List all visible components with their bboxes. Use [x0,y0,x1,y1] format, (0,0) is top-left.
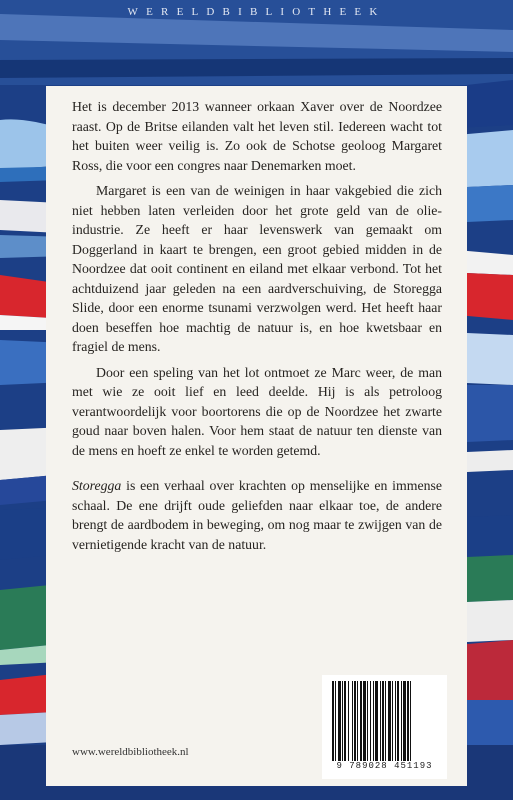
barcode [322,675,447,779]
barcode-bar [380,681,381,761]
barcode-bar [401,681,402,761]
barcode-bar [395,681,396,761]
barcode-bar [357,681,358,761]
barcode-bar [388,681,391,761]
barcode-bar [407,681,409,761]
blurb-paragraph-1: Het is december 2013 wanneer orkaan Xaver over de Noordzee raast. Op de Britse eilanden valt het leven stil. Iedereen wacht tot het buiten weer veilig is. Zo ook de Schotse geoloog Margaret Ross, die voor een congres naar Denemarken moet. [72,99,442,173]
barcode-bar [367,681,368,761]
closing-text: is een verhaal over krachten op menselijke en immense schaal. De ene drijft oude geliefden naar elkaar toe, de andere brengt de aardbodem in beweging, om nog maar te zwijgen van de vernietigende kracht van de natuur. [72,478,442,552]
barcode-bar [348,681,349,761]
isbn-number: 9 789028 451193 [336,761,433,771]
barcode-bar [363,681,366,761]
blurb-text [72,97,442,560]
barcode-bar [332,681,334,761]
barcode-bar [352,681,353,761]
publisher-banner: WERELDBIBLIOTHEEK [127,6,386,18]
barcode-bar [338,681,341,761]
barcode-bar [375,681,378,761]
barcode-bar [370,681,371,761]
barcode-bar [360,681,362,761]
barcode-bar [392,681,393,761]
barcode-bar [335,681,336,761]
barcode-bar [382,681,384,761]
blurb-paragraph-3: Door een speling van het lot ontmoet ze Marc weer, de man met wie ze ooit lief en leed deelde. Hij is als petroloog verantwoordelijk voor boortorens die op de Noordzee het zwarte goud naar boven halen. Voor hem staat de natuur ten dienste van de mens en hoeft ze enkel te worden getemd. [72,364,442,458]
barcode-bar [397,681,399,761]
blurb-closing [72,476,442,554]
barcode-bar [410,681,411,761]
blurb-paragraph-2: Margaret is een van de weinigen in haar vakgebied die zich niet hebben laten verleiden door het grote geld van de olie-industrie. Ze heeft er haar levenswerk van gemaakt om Doggerland in kaart te brengen, een groot gebied midden in de Noordzee dat ooit continent en eiland met elkaar verbond. Tot het achtduizend jaar geleden na een aardverschuiving, de Storegga Slide, door een enorme tsunami verzwolgen werd. Het heeft haar doen beseffen hoe machtig de natuur is, en hoe kwetsbaar en fragiel de mens. [72,183,442,354]
barcode-bar [342,681,343,761]
barcode-bar [403,681,406,761]
barcode-bar [373,681,374,761]
barcode-bar [344,681,346,761]
barcode-bar [354,681,356,761]
publisher-website[interactable]: www.wereldbibliotheek.nl [72,746,189,758]
book-title-italic: Storegga [72,478,122,493]
barcode-bar [385,681,386,761]
barcode-bars [330,681,440,761]
